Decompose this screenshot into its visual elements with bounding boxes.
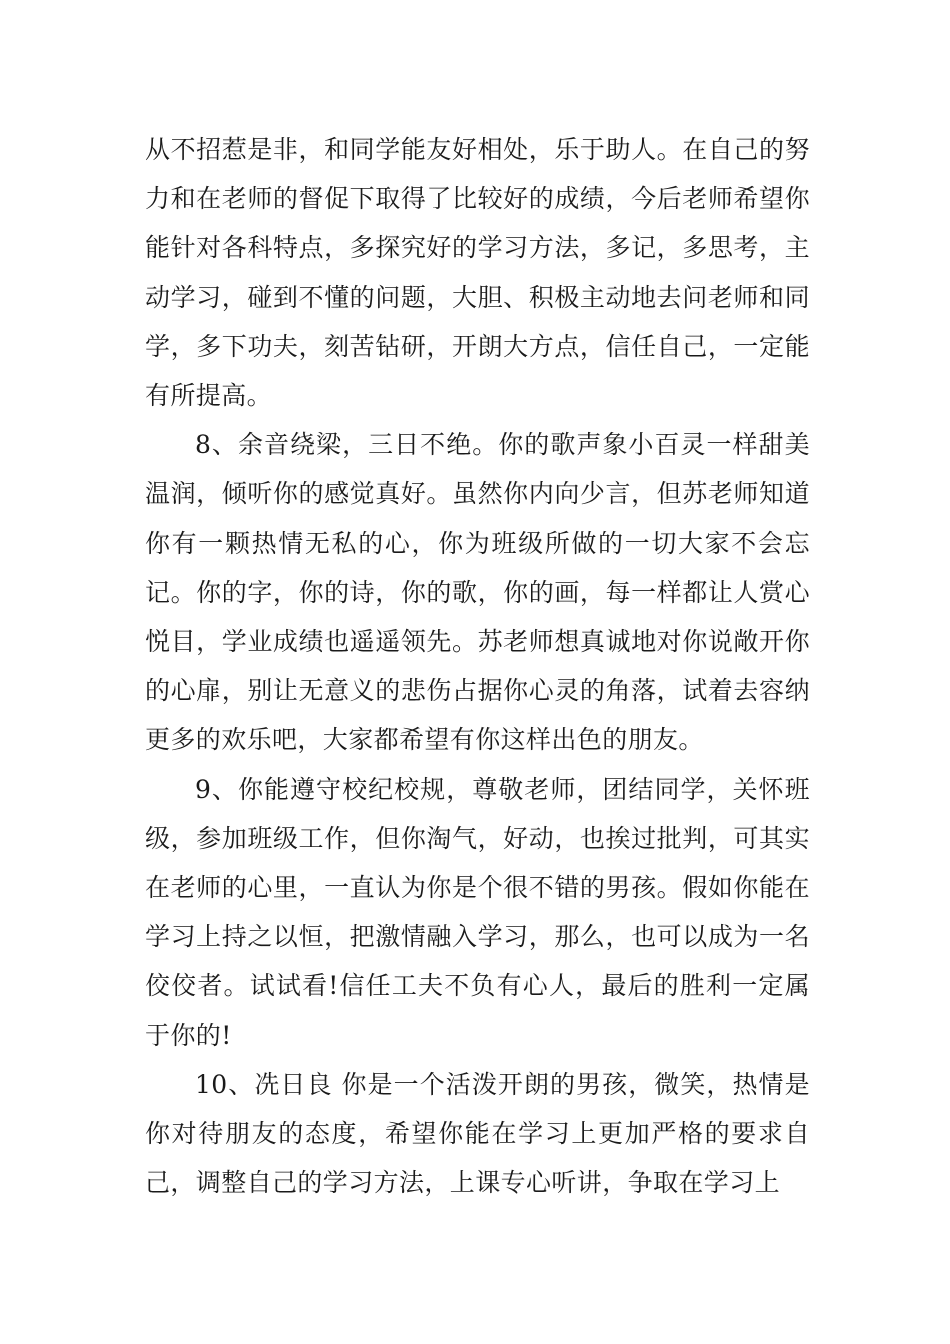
paragraph-continued-comment: 从不招惹是非，和同学能友好相处，乐于助人。在自己的努力和在老师的督促下取得了比较好的成绩，今后老师希望你能针对各科特点，多探究好的学习方法，多记，多思考，主动学习，碰到不懂的问题，大胆、积极主动地去问老师和同学，多下功夫，刻苦钻研，开朗大方点，信任自己，一定能有所提高。 [145,135,810,411]
paragraph-comment-10: 10、冼日良 你是一个活泼开朗的男孩，微笑，热情是你对待朋友的态度，希望你能在学习上更加严格的要求自己，调整自己的学习方法，上课专心听讲，争取在学习上 [145,1069,810,1198]
paragraph-comment-9: 9、你能遵守校纪校规，尊敬老师，团结同学，关怀班级，参加班级工作，但你淘气，好动，也挨过批判，可其实在老师的心里，一直认为你是个很不错的男孩。假如你能在学习上持之以恒，把激情融入学习，那么，也可以成为一名佼佼者。试试看!信任工夫不负有心人，最后的胜利一定属于你的! [145,774,810,1050]
paragraph-comment-8: 8、余音绕梁，三日不绝。你的歌声象小百灵一样甜美温润，倾听你的感觉真好。虽然你内向少言，但苏老师知道你有一颗热情无私的心，你为班级所做的一切大家不会忘记。你的字，你的诗，你的歌，你的画，每一样都让人赏心悦目，学业成绩也遥遥领先。苏老师想真诚地对你说敞开你的心扉，别让无意义的悲伤占据你心灵的角落，试着去容纳更多的欢乐吧，大家都希望有你这样出色的朋友。 [145,430,810,755]
document-body [145,125,810,1207]
